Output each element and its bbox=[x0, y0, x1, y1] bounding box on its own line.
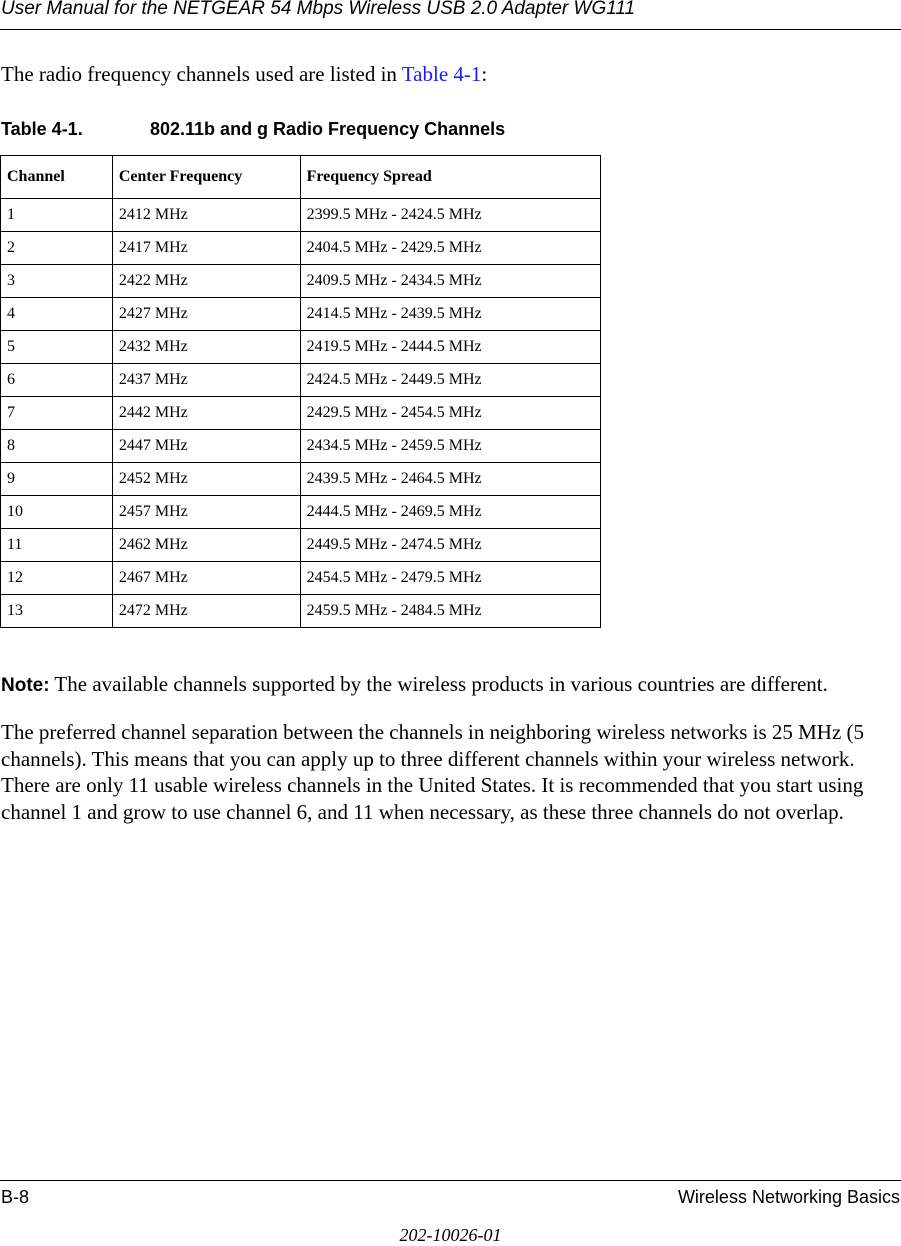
cell-center-frequency: 2412 MHz bbox=[112, 199, 300, 232]
cell-channel: 12 bbox=[1, 562, 113, 595]
cell-channel: 11 bbox=[1, 529, 113, 562]
cell-frequency-spread: 2399.5 MHz - 2424.5 MHz bbox=[300, 199, 600, 232]
cell-center-frequency: 2467 MHz bbox=[112, 562, 300, 595]
note bbox=[1, 672, 828, 697]
cell-channel: 13 bbox=[1, 595, 113, 628]
cell-center-frequency: 2462 MHz bbox=[112, 529, 300, 562]
footer-section-title: Wireless Networking Basics bbox=[677, 1187, 900, 1207]
cell-frequency-spread: 2424.5 MHz - 2449.5 MHz bbox=[300, 364, 600, 397]
cell-frequency-spread: 2409.5 MHz - 2434.5 MHz bbox=[300, 265, 600, 298]
footer-rule bbox=[0, 1180, 901, 1181]
table-row bbox=[1, 496, 601, 529]
cell-channel: 9 bbox=[1, 463, 113, 496]
cell-channel: 8 bbox=[1, 430, 113, 463]
cell-frequency-spread: 2434.5 MHz - 2459.5 MHz bbox=[300, 430, 600, 463]
running-header-title: User Manual for the NETGEAR 54 Mbps Wireless USB 2.0 Adapter WG111 bbox=[1, 0, 636, 19]
cell-center-frequency: 2432 MHz bbox=[112, 331, 300, 364]
table-caption-title: 802.11b and g Radio Frequency Channels bbox=[150, 119, 506, 139]
table-row bbox=[1, 232, 601, 265]
cell-center-frequency: 2417 MHz bbox=[112, 232, 300, 265]
table-row bbox=[1, 331, 601, 364]
table-row bbox=[1, 430, 601, 463]
table-body bbox=[1, 199, 601, 628]
table-reference-link[interactable]: Table 4-1 bbox=[401, 62, 482, 86]
cell-center-frequency: 2452 MHz bbox=[112, 463, 300, 496]
cell-frequency-spread: 2419.5 MHz - 2444.5 MHz bbox=[300, 331, 600, 364]
cell-center-frequency: 2427 MHz bbox=[112, 298, 300, 331]
column-header-channel: Channel bbox=[1, 156, 113, 199]
table-row bbox=[1, 562, 601, 595]
cell-frequency-spread: 2439.5 MHz - 2464.5 MHz bbox=[300, 463, 600, 496]
header-rule bbox=[0, 29, 901, 30]
table-row bbox=[1, 397, 601, 430]
intro-text: The radio frequency channels used are listed in bbox=[1, 62, 402, 86]
table-row bbox=[1, 463, 601, 496]
radio-frequency-channels-table bbox=[0, 155, 601, 628]
cell-channel: 10 bbox=[1, 496, 113, 529]
cell-center-frequency: 2457 MHz bbox=[112, 496, 300, 529]
column-header-frequency-spread: Frequency Spread bbox=[300, 156, 600, 199]
table-row bbox=[1, 265, 601, 298]
cell-frequency-spread: 2414.5 MHz - 2439.5 MHz bbox=[300, 298, 600, 331]
intro-colon: : bbox=[481, 62, 488, 86]
footer-page-number: B-8 bbox=[1, 1187, 30, 1207]
note-label: Note: bbox=[1, 675, 50, 696]
table-header-row bbox=[1, 156, 601, 199]
cell-center-frequency: 2437 MHz bbox=[112, 364, 300, 397]
column-header-center-frequency: Center Frequency bbox=[112, 156, 300, 199]
cell-center-frequency: 2472 MHz bbox=[112, 595, 300, 628]
table-caption-number: Table 4-1. bbox=[1, 119, 83, 139]
table-caption bbox=[1, 119, 506, 140]
table-row bbox=[1, 595, 601, 628]
cell-center-frequency: 2422 MHz bbox=[112, 265, 300, 298]
cell-channel: 2 bbox=[1, 232, 113, 265]
cell-channel: 5 bbox=[1, 331, 113, 364]
cell-frequency-spread: 2459.5 MHz - 2484.5 MHz bbox=[300, 595, 600, 628]
note-text: The available channels supported by the wireless products in various countries are different. bbox=[49, 672, 828, 696]
cell-channel: 7 bbox=[1, 397, 113, 430]
cell-channel: 1 bbox=[1, 199, 113, 232]
intro-sentence bbox=[1, 62, 487, 87]
cell-channel: 6 bbox=[1, 364, 113, 397]
cell-channel: 4 bbox=[1, 298, 113, 331]
cell-center-frequency: 2442 MHz bbox=[112, 397, 300, 430]
cell-frequency-spread: 2454.5 MHz - 2479.5 MHz bbox=[300, 562, 600, 595]
table-row bbox=[1, 298, 601, 331]
cell-center-frequency: 2447 MHz bbox=[112, 430, 300, 463]
footer-document-number: 202-10026-01 bbox=[399, 1225, 502, 1245]
table-row bbox=[1, 364, 601, 397]
cell-frequency-spread: 2404.5 MHz - 2429.5 MHz bbox=[300, 232, 600, 265]
cell-frequency-spread: 2449.5 MHz - 2474.5 MHz bbox=[300, 529, 600, 562]
table-row bbox=[1, 199, 601, 232]
cell-frequency-spread: 2444.5 MHz - 2469.5 MHz bbox=[300, 496, 600, 529]
channel-separation-paragraph: The preferred channel separation between the channels in neighboring wireless networks is 25 MHz (5 channels). This means that you can apply up to three different channels within your wireless network. There are only 11 usable wireless channels in the United States. It is recommended that you start using channel 1 and grow to use channel 6, and 11 when necessary, as these three channels do not overlap. bbox=[1, 720, 865, 824]
cell-frequency-spread: 2429.5 MHz - 2454.5 MHz bbox=[300, 397, 600, 430]
table-row bbox=[1, 529, 601, 562]
cell-channel: 3 bbox=[1, 265, 113, 298]
